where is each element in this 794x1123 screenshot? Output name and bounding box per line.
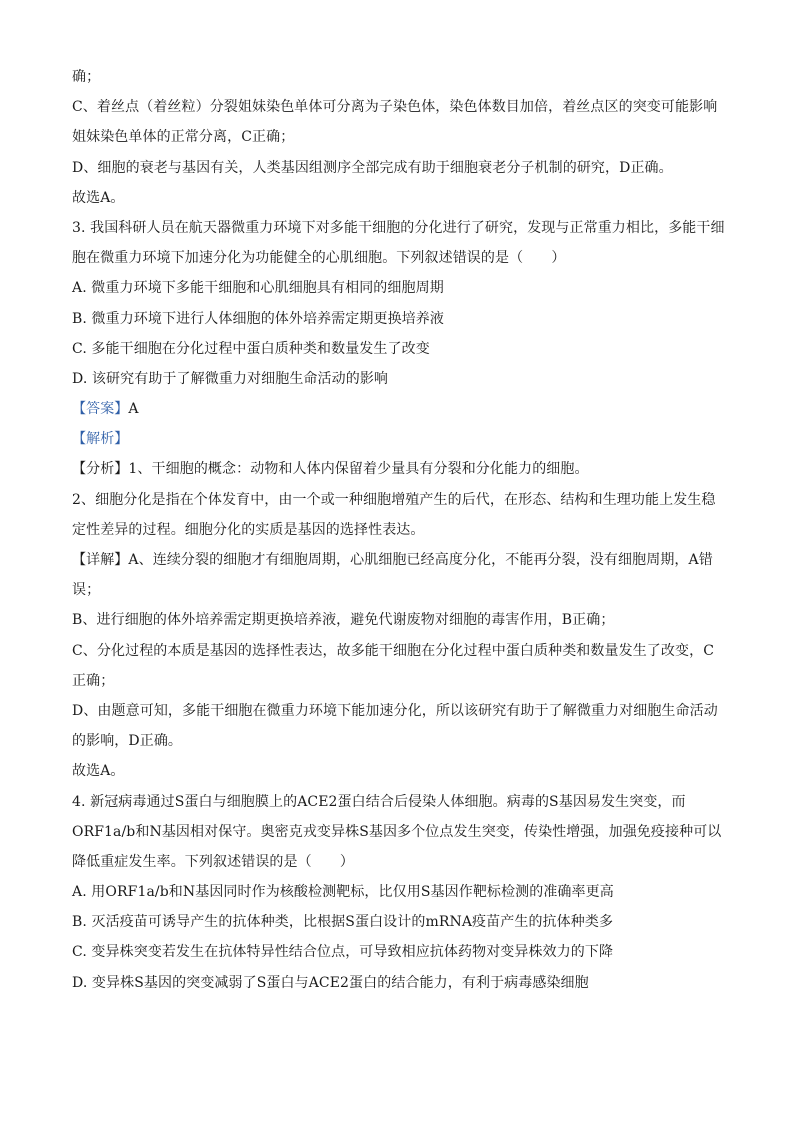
text-line: 姐妹染色单体的正常分离，C正确； (72, 129, 295, 146)
option-c: C. 变异株突变若发生在抗体特异性结合位点，可导致相应抗体药物对变异株效力的下降 (72, 944, 614, 961)
analysis-line (72, 424, 722, 454)
answer-value: A (128, 401, 139, 418)
text-line: C、着丝点（着丝粒）分裂姐妹染色单体可分离为子染色体，染色体数目加倍，着丝点区的突变可能影响 (72, 99, 718, 116)
analysis-tag: 【解析】 (72, 431, 129, 448)
xiangjie-line: 【详解】A、连续分裂的细胞才有细胞周期，心肌细胞已经高度分化，不能再分裂，没有细胞周期，A错 (72, 552, 713, 568)
answer-line (72, 394, 722, 424)
question-3-stem: 3. 我国科研人员在航天器微重力环境下对多能干细胞的分化进行了研究，发现与正常重力相比，多能干细 (72, 219, 725, 236)
text-line: D、由题意可知，多能干细胞在微重力环境下能加速分化，所以该研究有助于了解微重力对细胞生命活动 (72, 702, 718, 719)
answer-tag: 【答案】 (72, 401, 129, 418)
text-line: 故选A。 (72, 763, 125, 780)
xiangjie-tag: 【详解】 (72, 552, 129, 568)
text-line: 的影响，D正确。 (72, 733, 183, 750)
text-line: D、细胞的衰老与基因有关，人类基因组测序全部完成有助于细胞衰老分子机制的研究，D正确。 (72, 159, 673, 176)
text-line: 2、细胞分化是指在个体发育中，由一个或一种细胞增殖产生的后代，在形态、结构和生理功能上发生稳 (72, 491, 716, 508)
text-line: 故选A。 (72, 189, 125, 206)
question-3-stem: 胞在微重力环境下加速分化为功能健全的心肌细胞。下列叙述错误的是（ ） (72, 250, 566, 267)
option-a: A. 微重力环境下多能干细胞和心肌细胞具有相同的细胞周期 (72, 280, 444, 297)
question-4-stem: 降低重症发生率。下列叙述错误的是（ ） (72, 853, 354, 870)
question-4-stem: 4. 新冠病毒通过S蛋白与细胞膜上的ACE2蛋白结合后侵染人体细胞。病毒的S基因易发生突变，而 (72, 793, 686, 810)
fenxi-line: 【分析】1、干细胞的概念：动物和人体内保留着少量具有分裂和分化能力的细胞。 (72, 461, 589, 478)
option-c: C. 多能干细胞在分化过程中蛋白质种类和数量发生了改变 (72, 340, 430, 357)
option-d: D. 该研究有助于了解微重力对细胞生命活动的影响 (72, 370, 389, 387)
text-line: 正确； (72, 672, 115, 689)
option-b: B. 微重力环境下进行人体细胞的体外培养需定期更换培养液 (72, 310, 444, 327)
text-line: C、分化过程的本质是基因的选择性表达，故多能干细胞在分化过程中蛋白质种类和数量发生了改变，C (72, 642, 715, 659)
option-b: B. 灭活疫苗可诱导产生的抗体种类，比根据S蛋白设计的mRNA疫苗产生的抗体种类多 (72, 914, 614, 931)
option-a: A. 用ORF1a/b和N基因同时作为核酸检测靶标，比仅用S基因作靶标检测的准确率更高 (72, 884, 614, 901)
option-d: D. 变异株S基因的突变减弱了S蛋白与ACE2蛋白的结合能力，有利于病毒感染细胞 (72, 974, 589, 991)
question-4-stem: ORF1a/b和N基因相对保守。奥密克戎变异株S基因多个位点发生突变，传染性增强，加强免疫接种可以 (72, 823, 722, 840)
text-line: 定性差异的过程。细胞分化的实质是基因的选择性表达。 (72, 521, 425, 538)
fenxi-tag: 【分析】 (72, 461, 129, 478)
document-page (72, 62, 725, 998)
text-line: B、进行细胞的体外培养需定期更换培养液，避免代谢废物对细胞的毒害作用，B正确； (72, 612, 615, 629)
text-line: 确； (72, 69, 101, 85)
text-line: 误； (72, 582, 101, 599)
